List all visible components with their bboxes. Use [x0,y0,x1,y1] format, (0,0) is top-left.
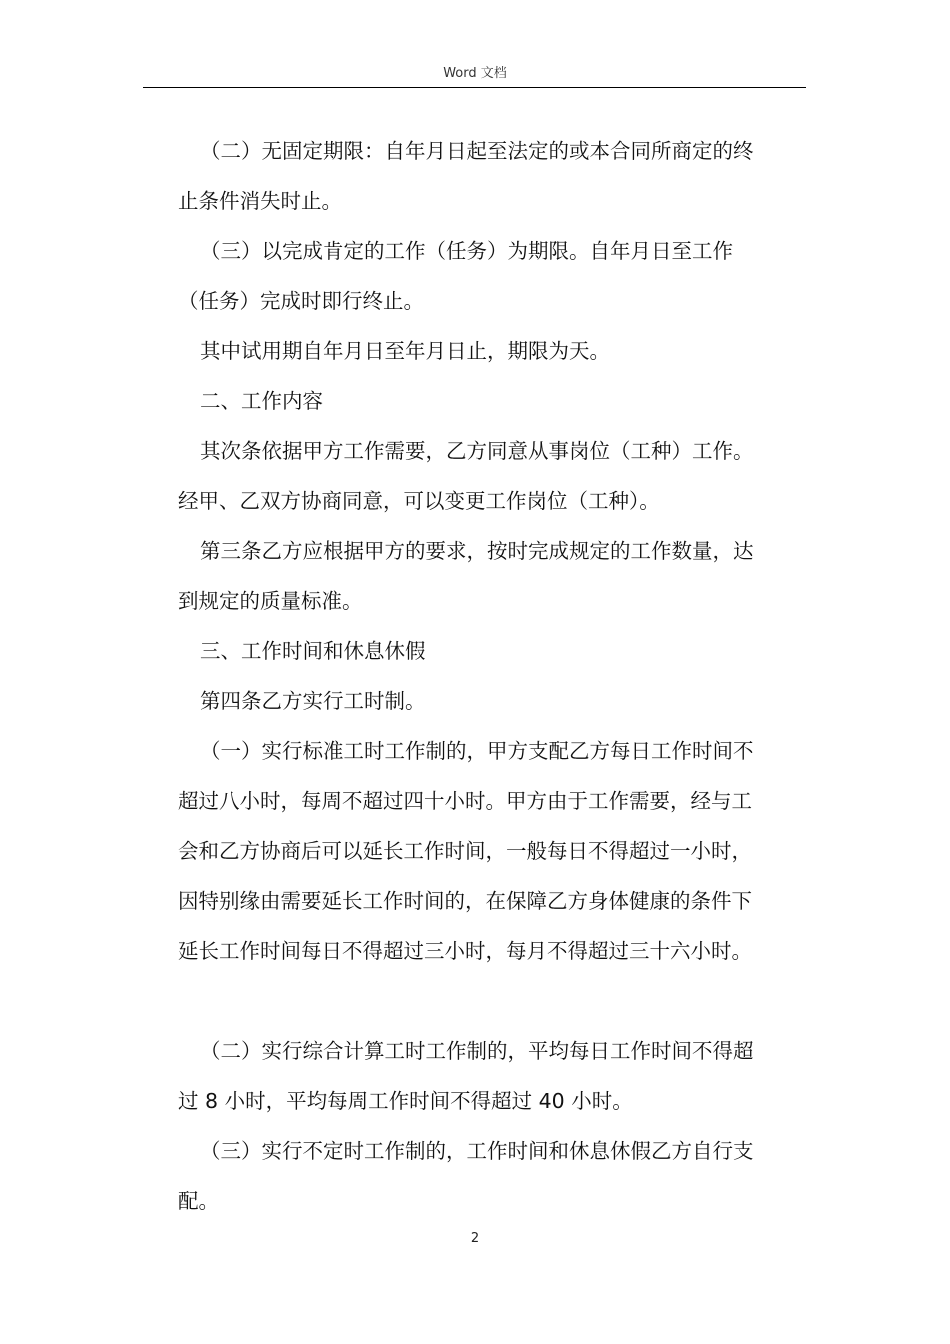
paragraph-line: 超过八小时，每周不超过四十小时。甲方由于工作需要，经与工 [178,789,752,813]
paragraph-line: 因特别缘由需要延长工作时间的，在保障乙方身体健康的条件下 [178,889,752,913]
paragraph-line: 其中试用期自年月日至年月日止，期限为天。 [200,339,610,363]
header-divider [143,87,806,88]
paragraph-line: （二）无固定期限：自年月日起至法定的或本合同所商定的终 [200,139,754,163]
paragraph-line: （二）实行综合计算工时工作制的，平均每日工作时间不得超 [200,1039,754,1063]
paragraph-line: 第三条乙方应根据甲方的要求，按时完成规定的工作数量，达 [200,539,754,563]
section-heading: 二、工作内容 [200,389,323,413]
paragraph-line: 止条件消失时止。 [178,189,342,213]
paragraph-line: 第四条乙方实行工时制。 [200,689,426,713]
document-body [178,126,808,1226]
page-header: Word 文档 [443,66,507,81]
section-heading: 三、工作时间和休息休假 [200,639,426,663]
paragraph-line: （三）以完成肯定的工作（任务）为期限。自年月日至工作 [200,239,733,263]
paragraph-line: 到规定的质量标准。 [178,589,363,613]
paragraph-line: 其次条依据甲方工作需要，乙方同意从事岗位（工种）工作。 [200,439,754,463]
paragraph-line: （一）实行标准工时工作制的，甲方支配乙方每日工作时间不 [200,739,754,763]
paragraph-line: 过 8 小时，平均每周工作时间不得超过 40 小时。 [178,1089,633,1113]
paragraph-line: （任务）完成时即行终止。 [178,289,424,313]
paragraph-line: 经甲、乙双方协商同意，可以变更工作岗位（工种）。 [178,489,660,513]
paragraph-gap [178,976,808,1026]
paragraph-line: 配。 [178,1189,219,1213]
paragraph-line: 会和乙方协商后可以延长工作时间，一般每日不得超过一小时， [178,839,752,863]
page-number: 2 [470,1231,480,1246]
paragraph-line: 延长工作时间每日不得超过三小时，每月不得超过三十六小时。 [178,939,752,963]
paragraph-line: （三）实行不定时工作制的，工作时间和休息休假乙方自行支 [200,1139,754,1163]
